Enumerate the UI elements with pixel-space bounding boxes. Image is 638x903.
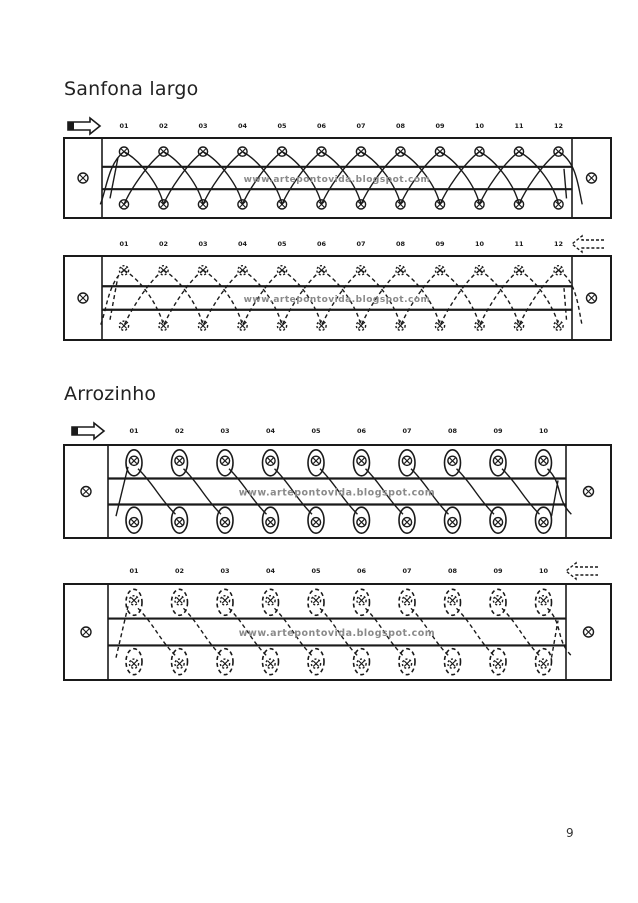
column-number: 05 <box>277 122 287 130</box>
column-number: 11 <box>514 122 524 130</box>
column-number: 02 <box>174 427 185 435</box>
page-number: 9 <box>566 826 574 840</box>
column-number: 10 <box>474 122 485 130</box>
diagram-back <box>64 563 611 680</box>
column-number: 05 <box>277 240 287 248</box>
column-number: 09 <box>493 427 503 435</box>
column-number: 09 <box>493 567 503 575</box>
column-number: 07 <box>402 567 412 575</box>
column-number: 10 <box>538 427 549 435</box>
column-number: 01 <box>129 427 139 435</box>
column-number: 02 <box>174 567 185 575</box>
column-number: 01 <box>119 240 129 248</box>
diagram-front <box>64 118 611 218</box>
column-number: 04 <box>237 240 248 248</box>
column-number: 08 <box>395 122 406 130</box>
direction-arrow-left <box>566 563 598 579</box>
column-number: 03 <box>220 567 230 575</box>
watermark: www.artepontovida.blogspot.com <box>243 295 431 305</box>
column-number: 02 <box>158 122 169 130</box>
column-number: 01 <box>129 567 139 575</box>
diagram-back <box>64 236 611 340</box>
column-number: 05 <box>311 427 321 435</box>
section-title-sanfona: Sanfona largo <box>64 78 199 100</box>
column-number: 10 <box>474 240 485 248</box>
column-number: 07 <box>356 240 366 248</box>
column-number: 06 <box>316 240 327 248</box>
watermark: www.artepontovida.blogspot.com <box>243 175 431 185</box>
column-number: 07 <box>356 122 366 130</box>
column-number: 07 <box>402 427 412 435</box>
column-number: 09 <box>435 122 445 130</box>
column-number: 01 <box>119 122 129 130</box>
watermark: www.artepontovida.blogspot.com <box>238 628 436 639</box>
column-number: 06 <box>356 427 367 435</box>
diagram-section-1 <box>64 423 611 680</box>
watermark: www.artepontovida.blogspot.com <box>238 487 436 499</box>
column-number: 05 <box>311 567 321 575</box>
column-number: 09 <box>435 240 445 248</box>
section-title-arrozinho: Arrozinho <box>64 383 157 405</box>
column-number: 06 <box>316 122 327 130</box>
column-number: 04 <box>237 122 248 130</box>
diagram-section-0 <box>64 118 611 340</box>
diagram-front <box>64 423 611 538</box>
column-number: 04 <box>265 567 276 575</box>
column-number: 04 <box>265 427 276 435</box>
column-number: 03 <box>198 240 208 248</box>
column-number: 06 <box>356 567 367 575</box>
arrow-tail <box>72 427 78 435</box>
column-number: 03 <box>220 427 230 435</box>
column-number: 03 <box>198 122 208 130</box>
column-number: 08 <box>395 240 406 248</box>
column-number: 02 <box>158 240 169 248</box>
direction-arrow-left <box>572 236 604 252</box>
arrow-tail <box>68 122 74 130</box>
column-number: 08 <box>447 427 458 435</box>
column-number: 12 <box>553 122 564 130</box>
column-number: 08 <box>447 567 458 575</box>
column-number: 12 <box>553 240 564 248</box>
column-number: 11 <box>514 240 524 248</box>
column-number: 10 <box>538 567 549 575</box>
